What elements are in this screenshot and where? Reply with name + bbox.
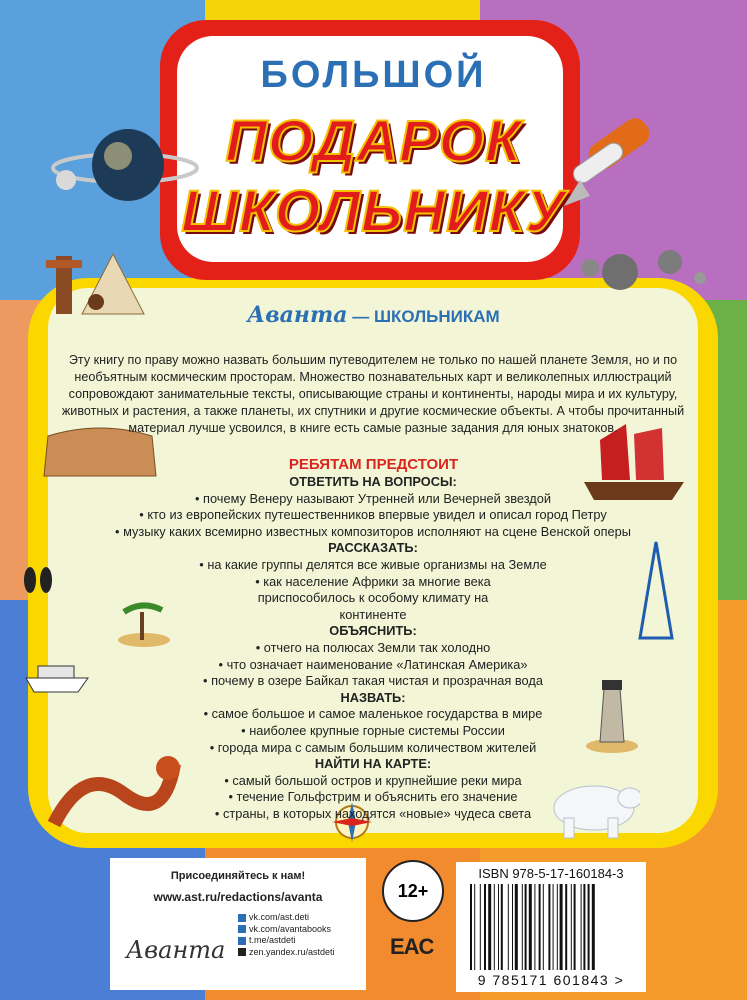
eac-mark: EAC — [390, 934, 434, 959]
task-item: • самый большой остров и крупнейшие реки мира — [224, 772, 522, 788]
barcode-bar — [525, 884, 527, 970]
barcode-bar — [501, 884, 503, 970]
task-item: • города мира с самым большим количеством жителей — [209, 739, 537, 755]
planet-icon — [50, 120, 200, 210]
barcode-bar — [480, 884, 481, 970]
barcode-bar — [588, 884, 590, 970]
barcode-bar — [571, 884, 572, 970]
series-label — [0, 302, 747, 328]
task-item: • как население Африки за многие века приспособилось к особому климату на континенте — [255, 573, 491, 622]
zen-icon — [238, 948, 246, 956]
barcode-number: 9 785171 601843 > — [477, 972, 625, 988]
isbn-text: ISBN 978-5-17-160184-3 — [478, 866, 624, 881]
barcode-bar — [553, 884, 554, 970]
publisher-logo: Аванта — [126, 936, 226, 964]
penguins-icon — [18, 560, 58, 596]
barcode-bar — [508, 884, 509, 970]
barcode-bar — [515, 884, 518, 970]
task-item: • самое большое и самое маленькое государства в мире — [203, 706, 543, 722]
social-link-vk-ast[interactable]: vk.com/ast.deti — [238, 912, 335, 924]
barcode-bar — [543, 884, 544, 970]
tasks-group-heading: РАССКАЗАТЬ: — [328, 540, 418, 556]
barcode-bar — [522, 884, 523, 970]
barcode-bar — [560, 884, 563, 970]
barcode-bar — [474, 884, 475, 970]
barcode-bar — [557, 884, 558, 970]
title-line-2: ПОДАРОК — [225, 109, 522, 174]
task-item: • на какие группы делятся все живые организмы на Земле — [199, 556, 547, 572]
barcode-bar — [529, 884, 532, 970]
barcode-bar — [539, 884, 541, 970]
vk-icon — [238, 914, 246, 922]
cruise-ship-icon — [24, 654, 90, 694]
task-item: • почему Венеру называют Утренней или Вечерней звездой — [194, 490, 552, 506]
task-item: • наиболее крупные горные системы России — [241, 722, 505, 738]
tasks-group-heading: НАЗВАТЬ: — [340, 689, 406, 705]
task-item: • отчего на полюсах Земли так холодно — [255, 639, 491, 655]
space-shuttle-icon — [550, 110, 670, 220]
series-brand: Аванта — [247, 302, 348, 328]
tasks-title: РЕБЯТАМ ПРЕДСТОИТ — [288, 456, 459, 473]
barcode-bar — [470, 884, 472, 970]
vk-icon — [238, 925, 246, 933]
barcode-bar — [548, 884, 550, 970]
barcode-bar — [581, 884, 582, 970]
barcode-bar — [512, 884, 513, 970]
tasks-group-heading: ОБЪЯСНИТЬ: — [329, 623, 417, 639]
age-rating-badge: 12+ — [382, 860, 444, 922]
asteroids-icon — [550, 238, 720, 308]
task-item: • музыку каких всемирно известных композиторов исполняют на сцене Венской оперы — [115, 523, 631, 539]
barcode-bar — [498, 884, 499, 970]
tasks-group-heading: ОТВЕТИТЬ НА ВОПРОСЫ: — [289, 474, 457, 489]
barcode-icon — [466, 884, 636, 972]
barcode-bar — [574, 884, 576, 970]
barcode-bar — [534, 884, 535, 970]
task-item: • течение Гольфстрим и объяснить его значение — [228, 789, 518, 805]
barcode-bar — [494, 884, 495, 970]
series-label-text: — ШКОЛЬНИКАМ — [352, 307, 500, 326]
intro-text: Эту книгу по праву можно назвать большим путеводителем не только по нашей планете Земля, но и по необъятным космическим просторам. Множество познавательных карт и великолепных иллюстраций сопровождают занимательные тексты, описывающие страны и континенты, народы мира и их культуру, животных и растения, а также планеты, их спутники и другие космические объекты. А чтобы прочитанный материал лучше усвоился, в книге есть самые разные задания для юных знатоков. — [61, 353, 685, 435]
task-item: • почему в озере Байкал такая чистая и прозрачная вода — [203, 673, 543, 689]
social-link-zen[interactable]: zen.yandex.ru/astdeti — [238, 947, 335, 959]
barcode-bar — [488, 884, 491, 970]
barcode-bar — [592, 884, 595, 970]
social-link-telegram[interactable]: t.me/astdeti — [238, 935, 335, 947]
barcode-bar — [583, 884, 585, 970]
join-text: Присоединяйтесь к нам! — [170, 870, 306, 882]
telegram-icon — [238, 937, 246, 945]
website-link[interactable]: www.ast.ru/redactions/avanta — [153, 890, 323, 904]
task-item: • что означает наименование «Латинская Америка» — [218, 656, 528, 672]
tasks-list — [88, 474, 658, 822]
title-line-3: ШКОЛЬНИКУ — [181, 179, 566, 244]
social-link-vk-avanta[interactable]: vk.com/avantabooks — [238, 924, 335, 936]
tasks-group-heading: НАЙТИ НА КАРТЕ: — [314, 756, 432, 772]
task-item: • кто из европейских путешественников впервые увидел и описал город Петру — [139, 507, 607, 523]
task-item: • страны, в которых находятся «новые» чудеса света — [214, 805, 532, 821]
title-line-1: БОЛЬШОЙ — [260, 54, 487, 96]
barcode-bar — [484, 884, 486, 970]
social-links — [238, 912, 335, 958]
barcode-bar — [565, 884, 567, 970]
